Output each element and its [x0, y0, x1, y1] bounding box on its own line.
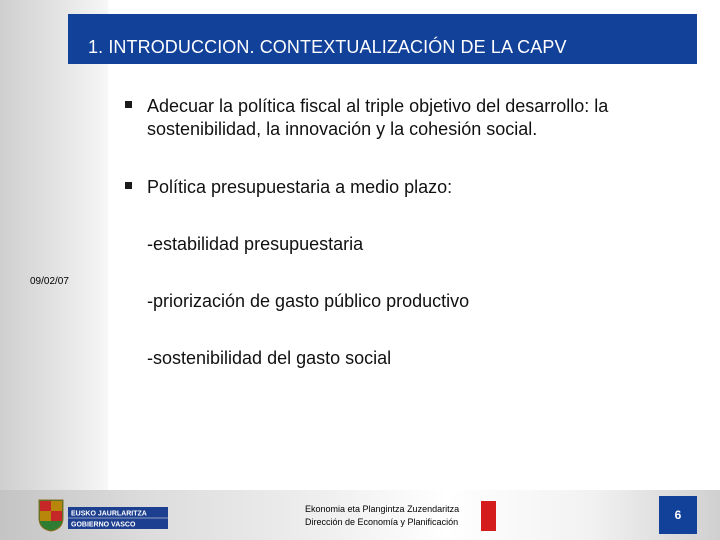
gobierno-vasco-logo [36, 498, 170, 532]
bullet-text: Política presupuestaria a medio plazo: [147, 177, 453, 197]
slide-date: 09/02/07 [30, 276, 69, 287]
bullet-text: Adecuar la política fiscal al triple objetivo del desarrollo: la sostenibilidad, la innovación y la cohesión social. [147, 96, 609, 139]
department-name-basque: Ekonomia eta Plangintza Zuzendaritza [305, 504, 460, 514]
square-bullet-icon [125, 182, 132, 189]
svg-text:GOBIERNO VASCO: GOBIERNO VASCO [71, 521, 136, 529]
department-name [305, 503, 459, 529]
square-bullet-icon [125, 101, 132, 108]
left-panel [0, 0, 108, 490]
slide-title: 1. INTRODUCCION. CONTEXTUALIZACIÓN DE LA CAPV [88, 37, 567, 57]
svg-text:EUSKO JAURLARITZA: EUSKO JAURLARITZA [71, 510, 147, 518]
slide-header [68, 14, 697, 64]
sub-item: -estabilidad presupuestaria [147, 234, 364, 254]
department-name-spanish: Dirección de Economía y Planificación [305, 517, 459, 527]
red-accent-bar [481, 501, 496, 531]
slide-footer [0, 490, 720, 540]
sub-item: -sostenibilidad del gasto social [147, 348, 392, 368]
page-number: 6 [659, 496, 697, 534]
sub-item: -priorización de gasto público productivo [147, 291, 470, 311]
